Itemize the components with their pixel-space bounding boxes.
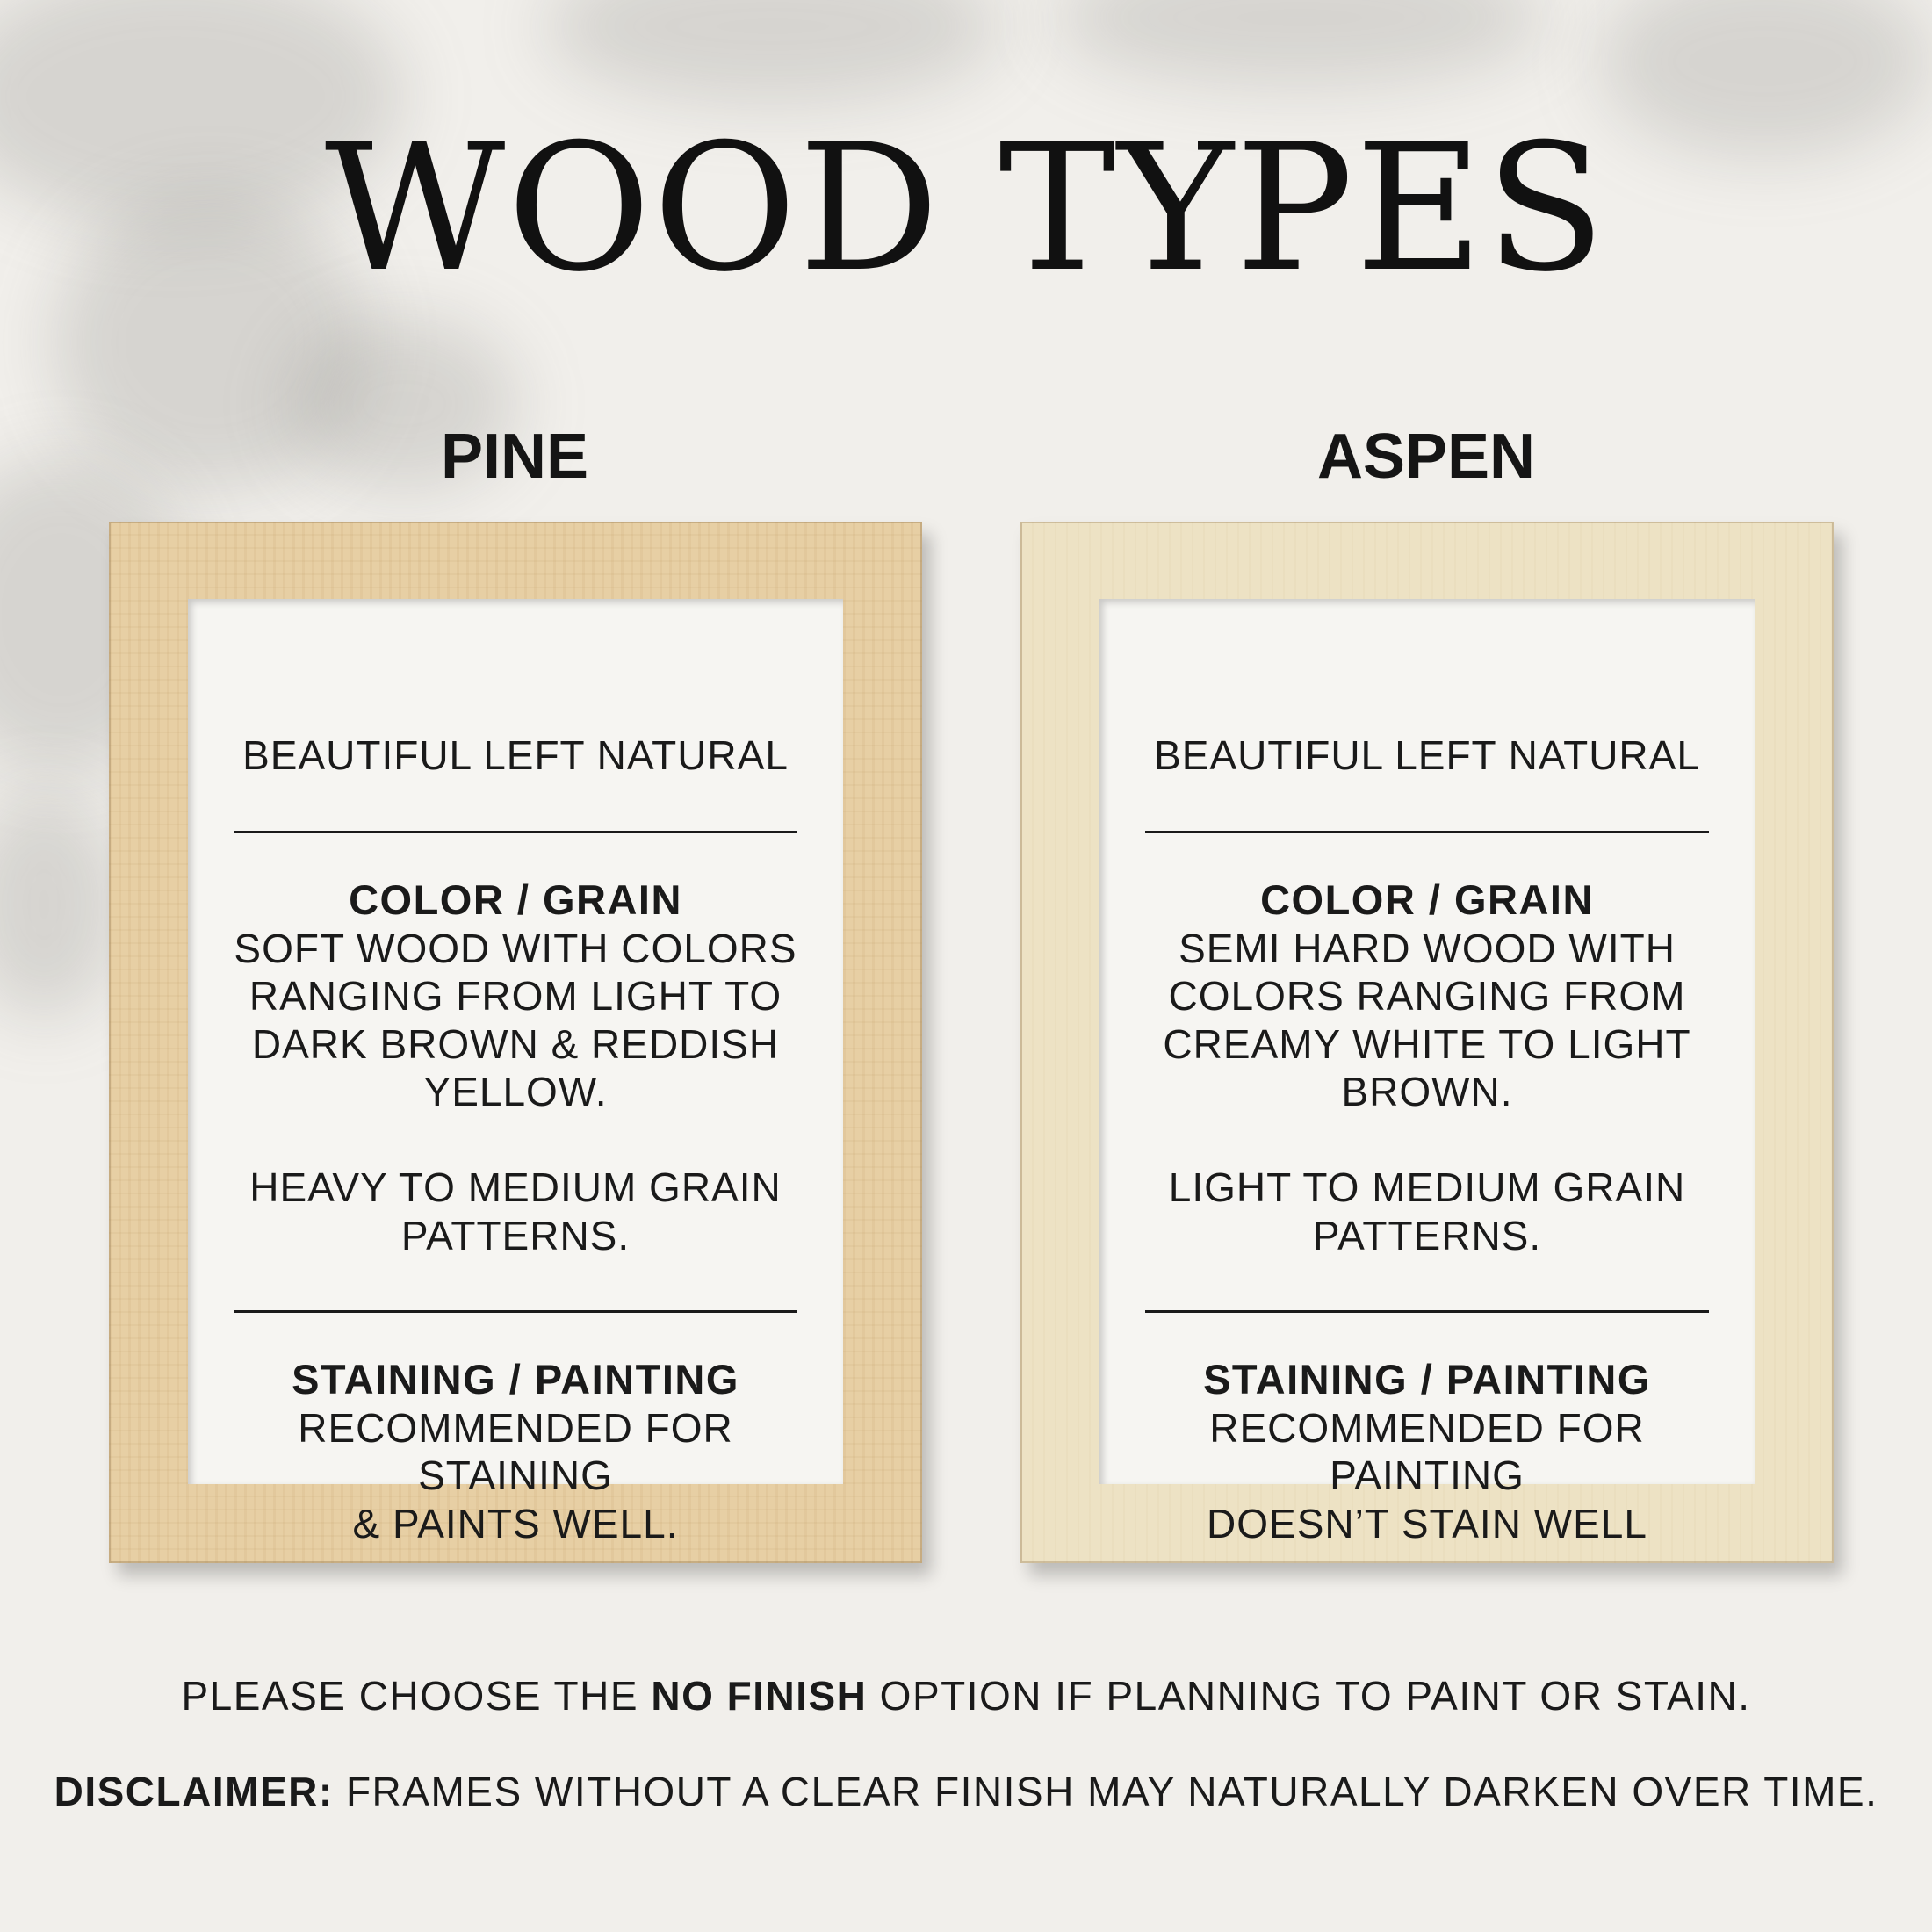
disclaimer [0, 1767, 1932, 1816]
aspen-staining-painting [1117, 1356, 1737, 1547]
color-grain-text: SOFT WOOD WITH COLORS RANGING FROM LIGHT TO DARK BROWN & REDDISH YELLOW. HEAVY TO MEDIUM GRAIN PATTERNS. [234, 925, 797, 1258]
staining-painting-heading: STAINING / PAINTING [292, 1356, 739, 1402]
divider [1145, 1310, 1709, 1313]
pine-staining-painting [205, 1356, 825, 1547]
wood-name-pine: PINE [440, 422, 589, 492]
color-grain-heading: COLOR / GRAIN [349, 876, 682, 923]
pine-tagline: BEAUTIFUL LEFT NATURAL [242, 732, 789, 778]
staining-painting-text: RECOMMENDED FOR STAINING & PAINTS WELL. [298, 1404, 733, 1546]
notice-text-after: OPTION IF PLANNING TO PAINT OR STAIN. [867, 1673, 1751, 1719]
staining-painting-heading: STAINING / PAINTING [1203, 1356, 1651, 1402]
notice-emphasis: NO FINISH [651, 1673, 868, 1719]
divider [234, 831, 797, 833]
color-grain-heading: COLOR / GRAIN [1260, 876, 1594, 923]
aspen-tagline: BEAUTIFUL LEFT NATURAL [1154, 732, 1700, 778]
disclaimer-text: FRAMES WITHOUT A CLEAR FINISH MAY NATURALLY DARKEN OVER TIME. [333, 1769, 1878, 1814]
wood-name-aspen: ASPEN [1316, 422, 1536, 492]
page-title: WOOD TYPES [324, 106, 1608, 311]
divider [1145, 831, 1709, 833]
pine-card [188, 599, 843, 1546]
pine-frame [109, 522, 922, 1563]
staining-painting-text: RECOMMENDED FOR PAINTING DOESN’T STAIN WELL [1207, 1404, 1647, 1546]
finish-notice [0, 1671, 1932, 1720]
color-grain-text: SEMI HARD WOOD WITH COLORS RANGING FROM CREAMY WHITE TO LIGHT BROWN. LIGHT TO MEDIUM GRAIN PATTERNS. [1163, 925, 1691, 1258]
aspen-color-grain [1117, 876, 1737, 1259]
aspen-frame [1020, 522, 1834, 1563]
aspen-card [1099, 599, 1755, 1546]
disclaimer-label: DISCLAIMER: [54, 1769, 334, 1814]
notice-text-before: PLEASE CHOOSE THE [181, 1673, 652, 1719]
pine-color-grain [205, 876, 825, 1259]
divider [234, 1310, 797, 1313]
